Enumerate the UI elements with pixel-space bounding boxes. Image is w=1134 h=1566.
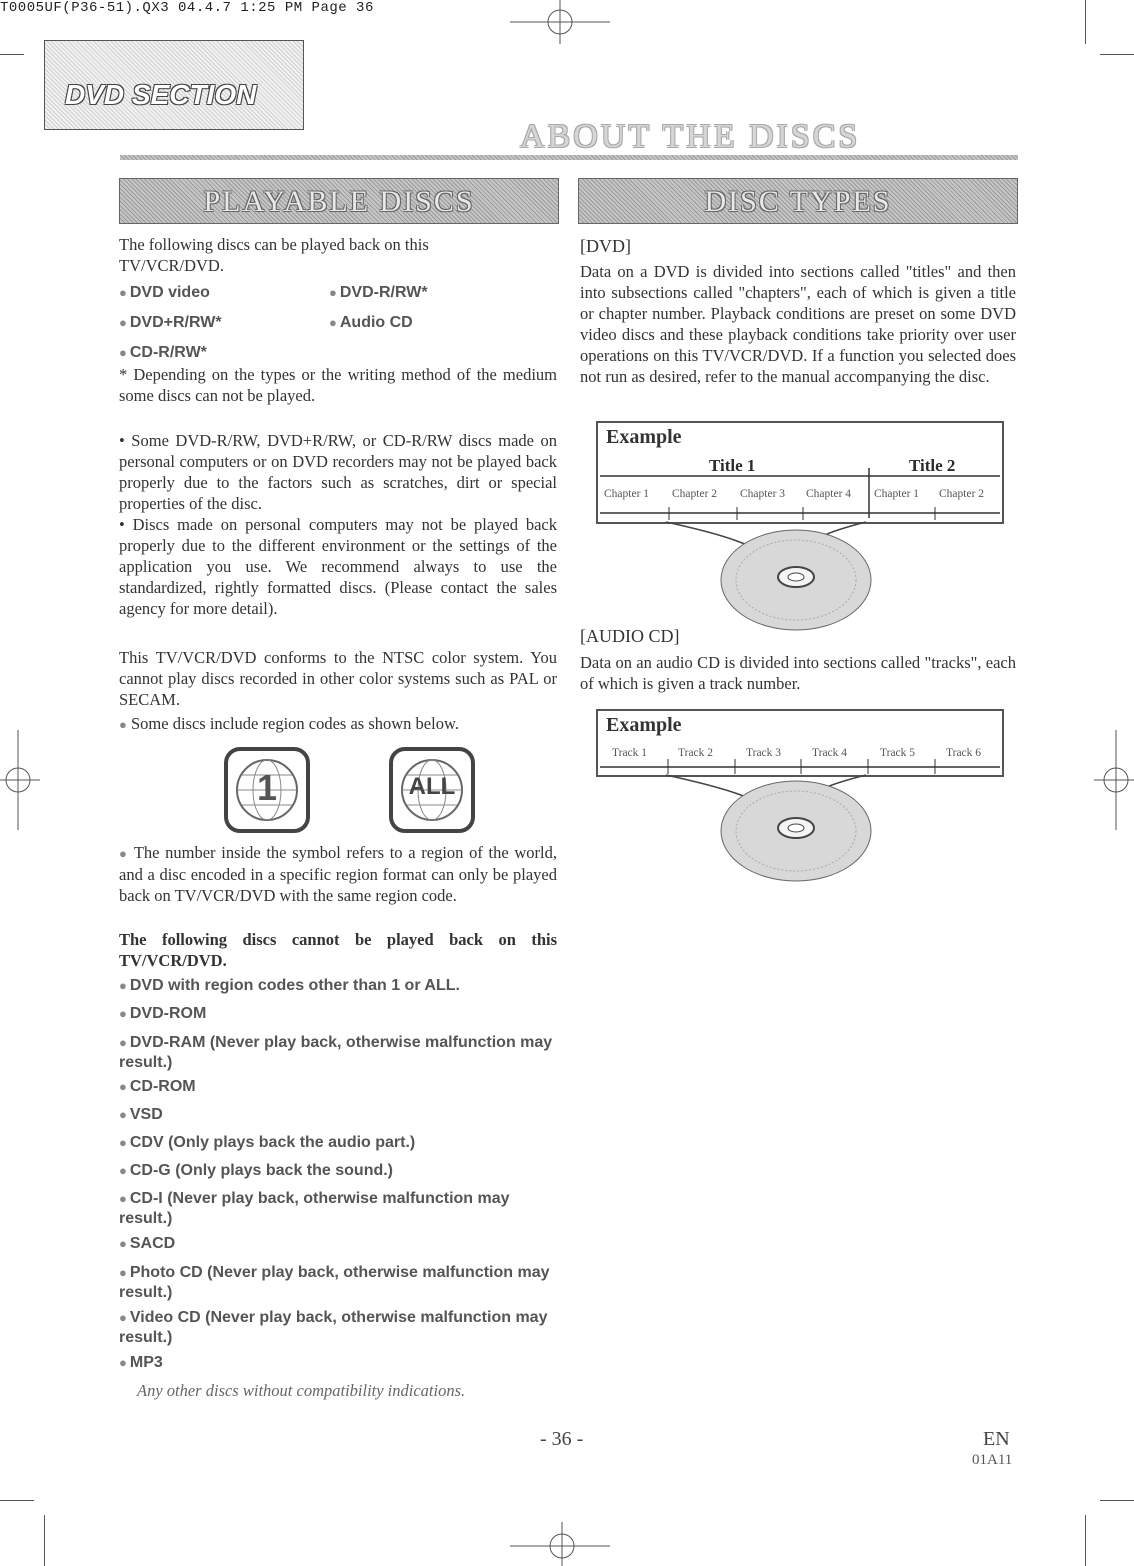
example-title: Example [606,426,682,448]
title-divider [120,155,1018,160]
disc-item: ● Audio CD [329,314,413,331]
example-title: Example [606,714,682,736]
cannot-item: ● DVD-ROM [119,1005,207,1022]
playable-discs-banner [119,178,559,224]
crop-mark [44,1515,45,1566]
track-label: Track 1 [612,747,648,759]
region-intro: ● Some discs include region codes as shown below. [119,714,459,733]
track-label: Track 3 [746,747,782,759]
disc-item: ● DVD video [119,284,210,301]
registration-mark-icon [0,730,44,830]
cd-structure-arrows [598,711,1002,775]
cannot-play-heading: The following discs cannot be played back on this TV/VCR/DVD. [119,930,557,970]
disc-item: ● DVD+R/RW* [119,314,222,331]
track-label: Track 4 [812,747,848,759]
chapter-label: Chapter 3 [740,488,786,500]
cannot-item: ● SACD [119,1235,176,1252]
section-badge-label: DVD SECTION [65,79,257,110]
crop-mark [0,54,24,55]
chapter-label: Chapter 1 [874,488,920,500]
crop-mark [1085,1515,1086,1566]
chapter-label: Chapter 2 [939,488,985,500]
track-label: Track 2 [678,747,714,759]
page-title: ABOUT THE DISCS [520,118,861,155]
dvd-example-box [596,421,1004,524]
print-header: T0005UF(P36-51).QX3 04.4.7 1:25 PM Page 36 [0,0,374,16]
note-environment: • Discs made on personal computers may not be played back properly due to the different environment or the settings of the application you use. We recommend always to use the standardized, rightly formatted discs. (Please contact the sales agency for more detail). [119,515,557,618]
section-badge [44,40,304,130]
crop-mark [1085,0,1086,44]
registration-mark-icon [500,0,620,48]
disc-item: ● CD-R/RW* [119,344,207,361]
cannot-item: ● CDV (Only plays back the audio part.) [119,1134,416,1151]
dvd-structure-arrows [598,423,1002,522]
dvd-label: [DVD] [580,236,631,256]
note-pc-discs: • Some DVD-R/RW, DVD+R/RW, or CD-R/RW discs made on personal computers or on DVD recorders may not be played back properly due to the factors such as scratches, dirt or special properties of the disc. [119,431,557,513]
cannot-item: ● DVD with region codes other than 1 or ALL. [119,977,460,994]
track-label: Track 6 [946,747,982,759]
registration-mark-icon [1090,730,1134,830]
other-discs-note: Any other discs without compatibility indications. [137,1381,466,1400]
chapter-label: Chapter 4 [806,488,852,500]
playable-discs-heading: PLAYABLE DISCS [203,185,475,218]
cannot-item: ● CD-ROM [119,1078,196,1095]
language-code: EN [983,1428,1010,1450]
cannot-item: ● CD-I (Never play back, otherwise malfunction may result.) [119,1190,510,1227]
title-label: Title 2 [909,456,956,475]
model-code: 01A11 [972,1452,1013,1468]
cannot-item: ● CD-G (Only plays back the sound.) [119,1162,394,1179]
title-label: Title 1 [709,456,756,475]
region-all-icon: ALL [387,745,477,835]
crop-mark [0,1500,34,1501]
cannot-item: ● Video CD (Never play back, otherwise malfunction may result.) [119,1309,548,1346]
region-note: ● The number inside the symbol refers to a region of the world, and a disc encoded in a specific region format can only be played back on TV/VCR/DVD with the same region code. [119,843,557,905]
chapter-label: Chapter 2 [672,488,718,500]
cd-disc-icon [596,773,1000,885]
dvd-disc-icon [596,520,1000,635]
cannot-item: ● Photo CD (Never play back, otherwise malfunction may result.) [119,1264,550,1301]
playable-intro: The following discs can be played back on this TV/VCR/DVD. [119,235,429,275]
cd-example-box [596,709,1004,777]
track-label: Track 5 [880,747,916,759]
page-number: - 36 - [540,1428,584,1450]
cannot-item: ● DVD-RAM (Never play back, otherwise malfunction may result.) [119,1034,553,1071]
cannot-item: ● MP3 [119,1354,163,1371]
chapter-label: Chapter 1 [604,488,650,500]
disc-types-heading: DISC TYPES [704,185,892,218]
ntsc-note: This TV/VCR/DVD conforms to the NTSC color system. You cannot play discs recorded in other color systems such as PAL or SECAM. [119,648,557,709]
cannot-item: ● VSD [119,1106,163,1123]
dvd-description: Data on a DVD is divided into sections called "titles" and then into subsections called "chapters", each of which is given a title or chapter number. Playback conditions are preset on some DVD video discs and these playback conditions take priority over user operations on this TV/VCR/DVD. If a function you selected does not run as desired, refer to the manual accompanying the disc. [580,262,1016,386]
playable-footnote: * Depending on the types or the writing method of the medium some discs can not be played. [119,365,557,405]
crop-mark [1100,54,1134,55]
region-1-icon: 1 [222,745,312,835]
registration-mark-icon [500,1520,620,1566]
audio-cd-label: [AUDIO CD] [580,626,680,646]
disc-types-banner [578,178,1018,224]
crop-mark [1100,1500,1134,1501]
disc-item: ● DVD-R/RW* [329,284,428,301]
audio-cd-description: Data on an audio CD is divided into sections called "tracks", each of which is given a track number. [580,653,1016,693]
